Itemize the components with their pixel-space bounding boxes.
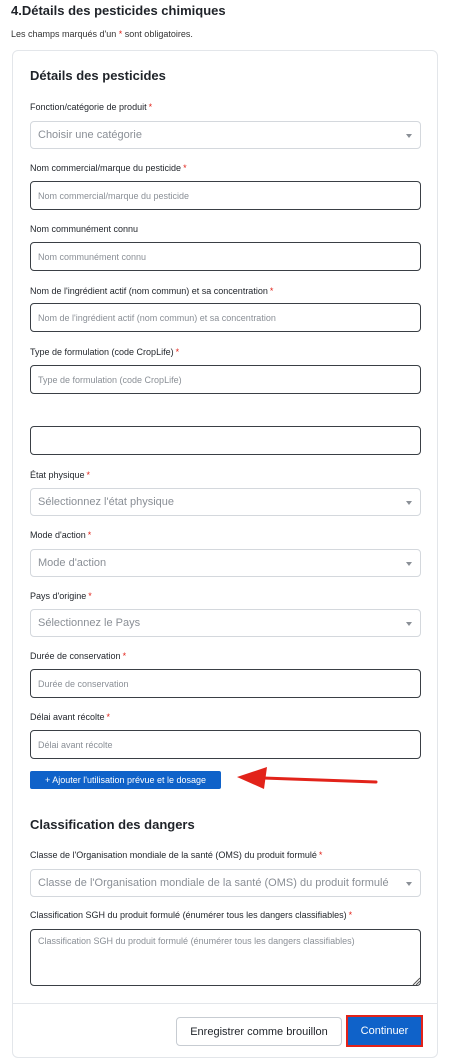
required-star: * <box>348 910 353 920</box>
active-ingredient-label <box>30 286 273 296</box>
required-star: * <box>86 470 91 480</box>
mode-of-action-select[interactable] <box>30 549 421 577</box>
chevron-down-icon <box>406 134 412 138</box>
required-star: * <box>148 102 153 112</box>
pre-harvest-input[interactable] <box>30 730 421 759</box>
ghs-class-textarea[interactable] <box>30 929 421 986</box>
required-note-suffix: sont obligatoires. <box>122 29 193 39</box>
country-select-value: Sélectionnez le Pays <box>38 617 141 629</box>
physical-state-label <box>30 470 90 480</box>
category-label <box>30 102 152 112</box>
required-note <box>11 29 193 39</box>
active-ingredient-input[interactable] <box>30 303 421 332</box>
country-label-text: Pays d'origine <box>30 591 87 601</box>
add-usage-dosage-button[interactable]: + Ajouter l'utilisation prévue et le dosage <box>30 771 221 789</box>
mode-of-action-label <box>30 530 91 540</box>
continue-highlight <box>346 1015 423 1047</box>
required-star: * <box>106 712 111 722</box>
chevron-down-icon <box>406 501 412 505</box>
who-class-label <box>30 850 322 860</box>
active-ingredient-label-text: Nom de l'ingrédient actif (nom commun) et sa concentration <box>30 286 268 296</box>
pre-harvest-label-text: Délai avant récolte <box>30 712 105 722</box>
shelf-life-label <box>30 651 126 661</box>
required-star: * <box>269 286 274 296</box>
required-star: * <box>122 651 127 661</box>
physical-state-label-text: État physique <box>30 470 85 480</box>
category-select-value: Choisir une catégorie <box>38 129 142 141</box>
chevron-down-icon <box>406 882 412 886</box>
save-draft-button[interactable]: Enregistrer comme brouillon <box>176 1017 342 1046</box>
hazards-heading: Classification des dangers <box>30 817 195 832</box>
required-star: * <box>87 530 92 540</box>
resize-grip-icon[interactable] <box>412 977 421 986</box>
formulation-type-label-text: Type de formulation (code CropLife) <box>30 347 174 357</box>
common-name-label-text: Nom communément connu <box>30 224 139 234</box>
red-arrow-icon <box>233 763 378 793</box>
category-label-text: Fonction/catégorie de produit <box>30 102 147 112</box>
shelf-life-label-text: Durée de conservation <box>30 651 121 661</box>
who-class-label-text: Classe de l'Organisation mondiale de la santé (OMS) du produit formulé <box>30 850 317 860</box>
continue-button[interactable]: Continuer <box>348 1017 421 1045</box>
mode-of-action-label-text: Mode d'action <box>30 530 86 540</box>
section-title: 4.Détails des pesticides chimiques <box>11 3 226 18</box>
required-star: * <box>88 591 92 601</box>
trade-name-input[interactable] <box>30 181 421 210</box>
category-select[interactable] <box>30 121 421 149</box>
common-name-label <box>30 224 138 234</box>
formulation-type-label <box>30 347 179 357</box>
chevron-down-icon <box>406 562 412 566</box>
who-class-select-value: Classe de l'Organisation mondiale de la santé (OMS) du produit formulé <box>38 877 389 889</box>
ghs-class-label <box>30 910 352 920</box>
trade-name-label-text: Nom commercial/marque du pesticide <box>30 163 182 173</box>
pesticide-details-card <box>12 50 438 1058</box>
ghs-class-label-text: Classification SGH du produit formulé (énumérer tous les dangers classifiables) <box>30 910 347 920</box>
details-heading: Détails des pesticides <box>30 68 166 83</box>
mode-of-action-select-value: Mode d'action <box>38 557 107 569</box>
required-star: * <box>175 347 180 357</box>
required-star: * <box>118 29 123 39</box>
required-star: * <box>318 850 323 860</box>
chevron-down-icon <box>406 622 412 626</box>
physical-state-select-value: Sélectionnez l'état physique <box>38 496 175 508</box>
country-select[interactable] <box>30 609 421 637</box>
footer-divider <box>13 1003 437 1004</box>
formulation-type-input[interactable] <box>30 365 421 394</box>
required-note-prefix: Les champs marqués d'un <box>11 29 119 39</box>
trade-name-label <box>30 163 187 173</box>
unlabeled-input[interactable] <box>30 426 421 455</box>
required-star: * <box>183 163 187 173</box>
common-name-input[interactable] <box>30 242 421 271</box>
country-label <box>30 591 92 601</box>
physical-state-select[interactable] <box>30 488 421 516</box>
pre-harvest-label <box>30 712 110 722</box>
who-class-select[interactable] <box>30 869 421 897</box>
shelf-life-input[interactable] <box>30 669 421 698</box>
